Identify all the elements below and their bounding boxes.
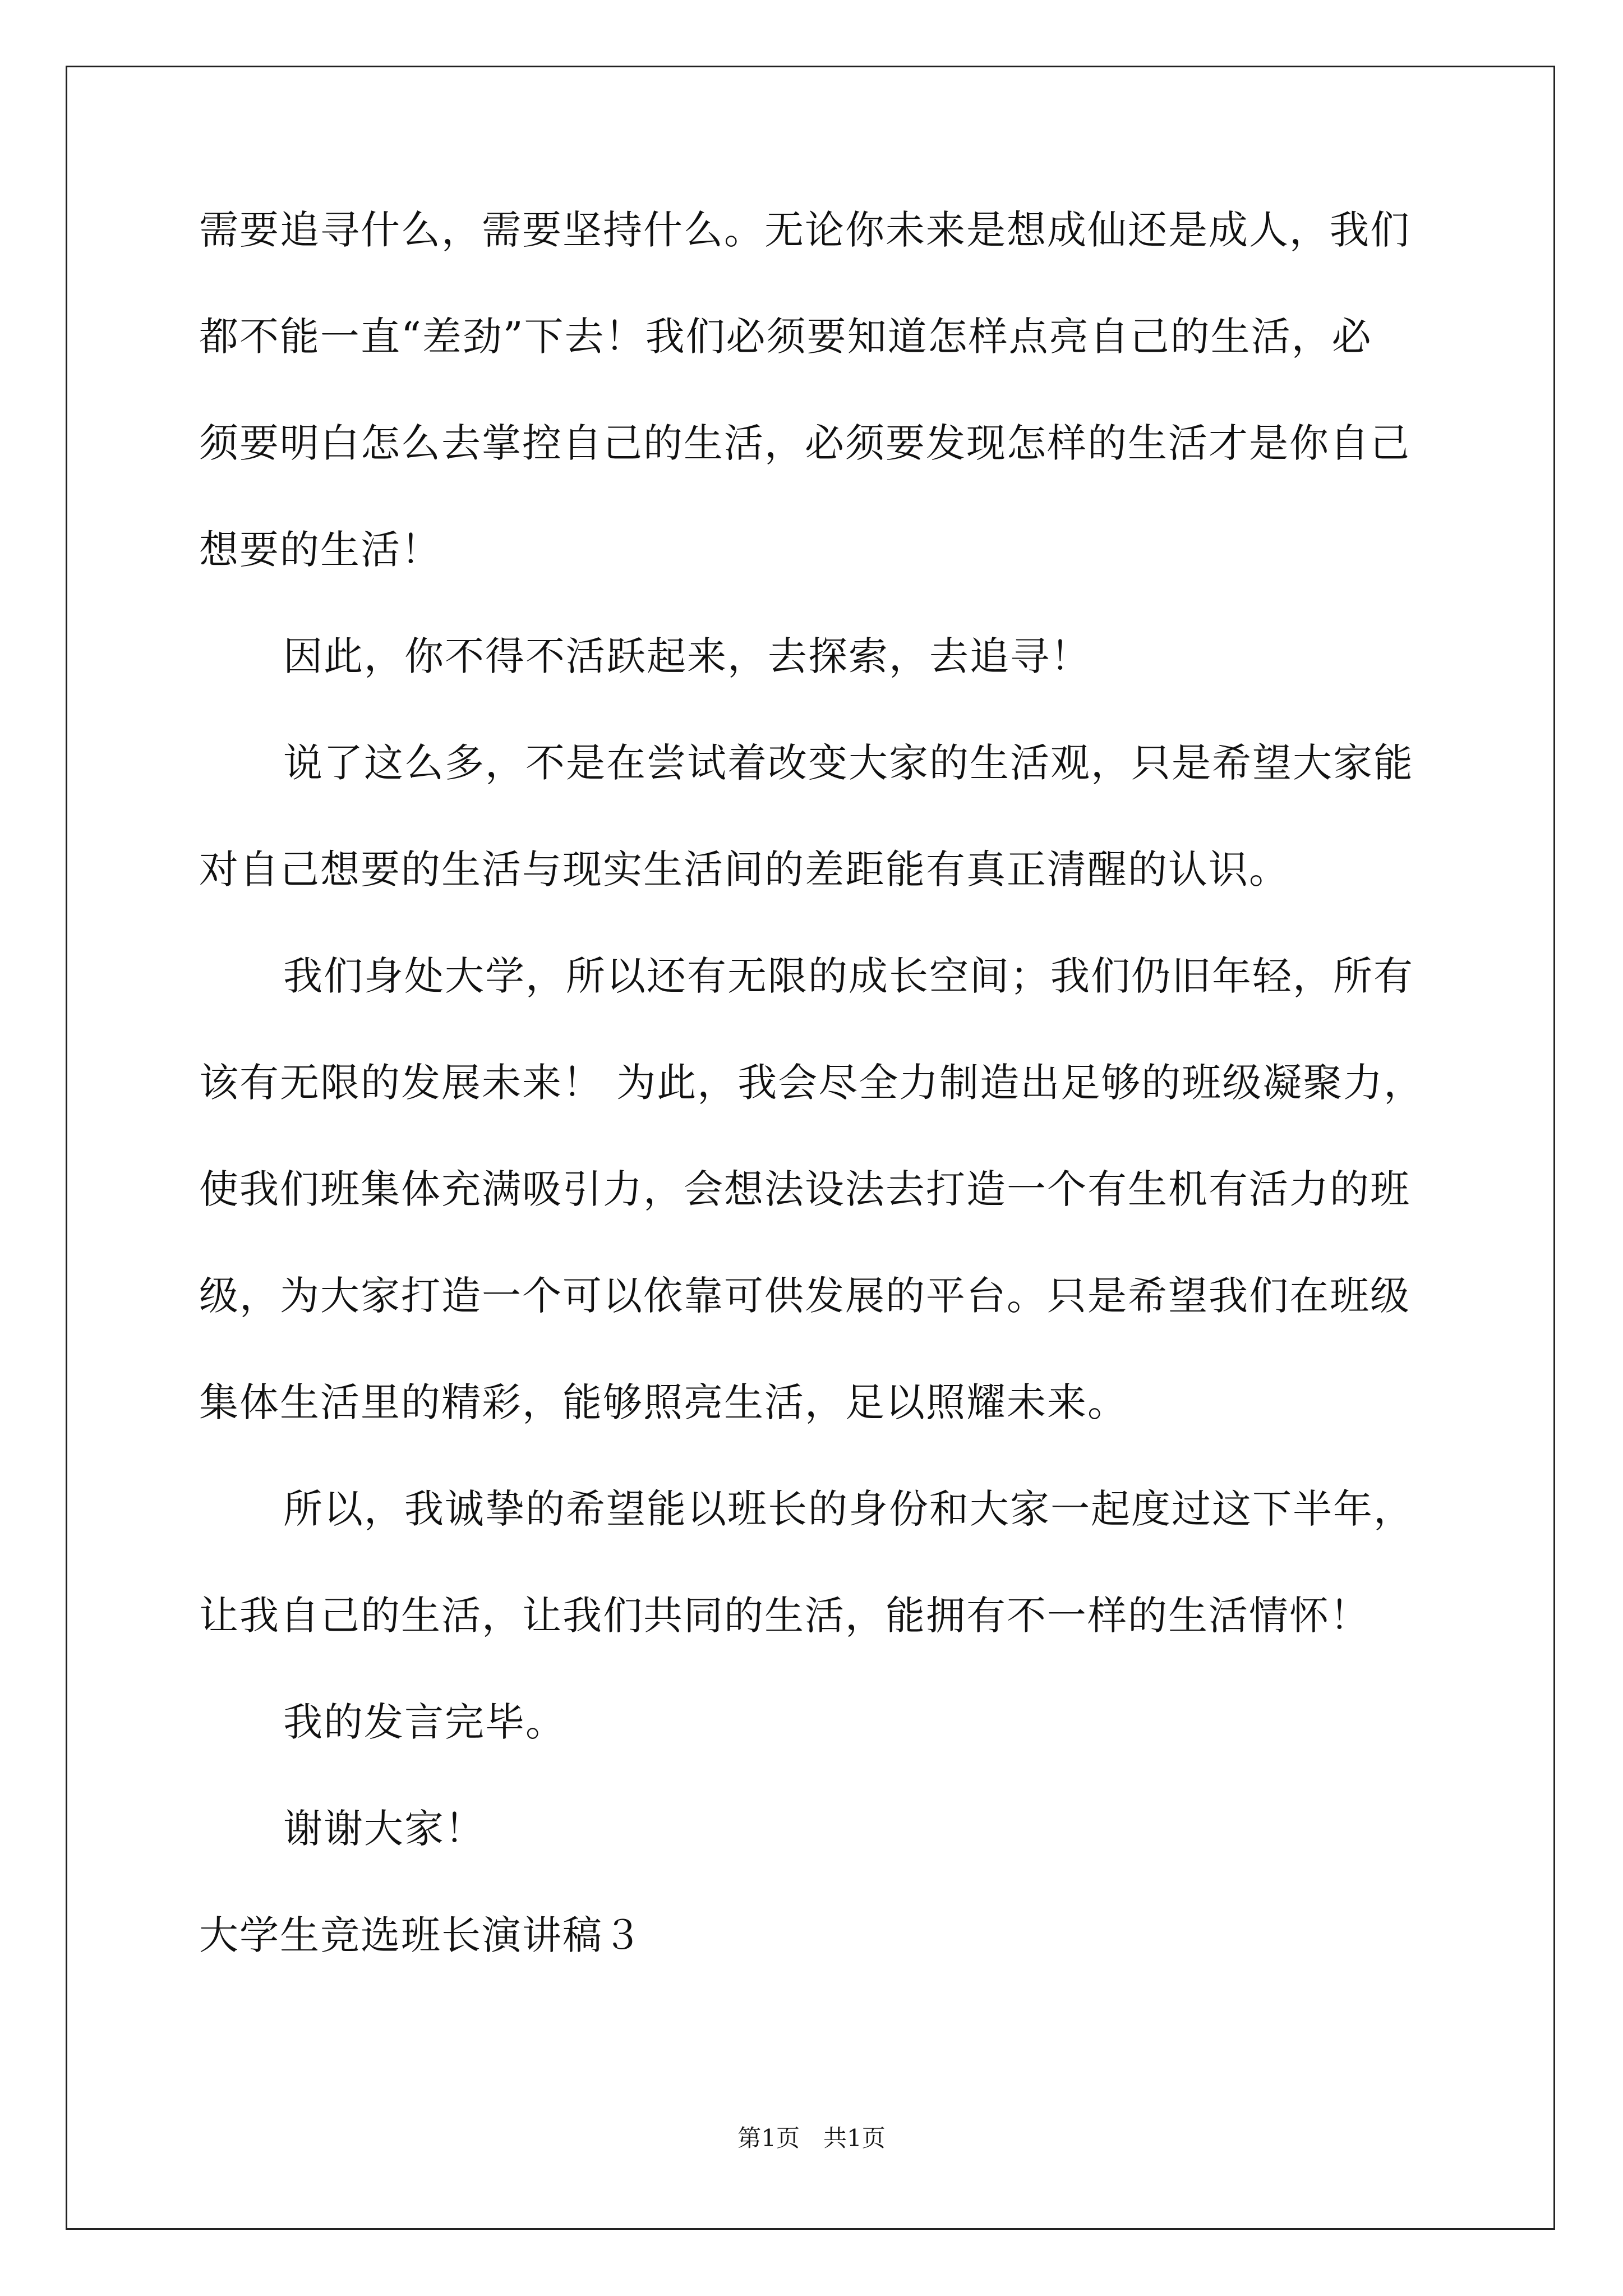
paragraph-line: 我的发言完毕。 [283, 1699, 566, 1745]
text-line: 想要的生活！ [199, 527, 441, 573]
text-line: 该有无限的发展未来！ 为此，我会尽全力制造出足够的班级凝聚力， [199, 1060, 1424, 1106]
text-line: 需要追寻什么，需要坚持什么。无论你未来是想成仙还是成人，我们 [199, 207, 1410, 253]
paragraph-line: 说了这么多，不是在尝试着改变大家的生活观，只是希望大家能 [283, 740, 1414, 786]
text-line: 使我们班集体充满吸引力，会想法设法去打造一个有生机有活力的班 [199, 1166, 1410, 1212]
paragraph-line: 所以，我诚挚的希望能以班长的身份和大家一起度过这下半年， [283, 1486, 1414, 1532]
text-line: 集体生活里的精彩，能够照亮生活，足以照耀未来。 [199, 1379, 1128, 1425]
page-border [66, 66, 1555, 2230]
paragraph-line: 因此，你不得不活跃起来，去探索，去追寻！ [283, 633, 1091, 679]
text-line: 级，为大家打造一个可以依靠可供发展的平台。只是希望我们在班级 [199, 1273, 1410, 1319]
text-line: 对自己想要的生活与现实生活间的差距能有真正清醒的认识。 [199, 846, 1289, 892]
text-line: 让我自己的生活，让我们共同的生活，能拥有不一样的生活情怀！ [199, 1593, 1370, 1639]
text-line: 都不能一直“差劲”下去！我们必须要知道怎样点亮自己的生活，必 [199, 314, 1372, 360]
page-footer: 第1页 共1页 [737, 2124, 886, 2152]
paragraph-line: 谢谢大家！ [283, 1806, 485, 1852]
text-line: 须要明白怎么去掌控自己的生活，必须要发现怎样的生活才是你自己 [199, 420, 1410, 466]
paragraph-line: 我们身处大学，所以还有无限的成长空间；我们仍旧年轻，所有 [283, 953, 1414, 999]
section-heading: 大学生竞选班长演讲稿３ [199, 1912, 643, 1958]
